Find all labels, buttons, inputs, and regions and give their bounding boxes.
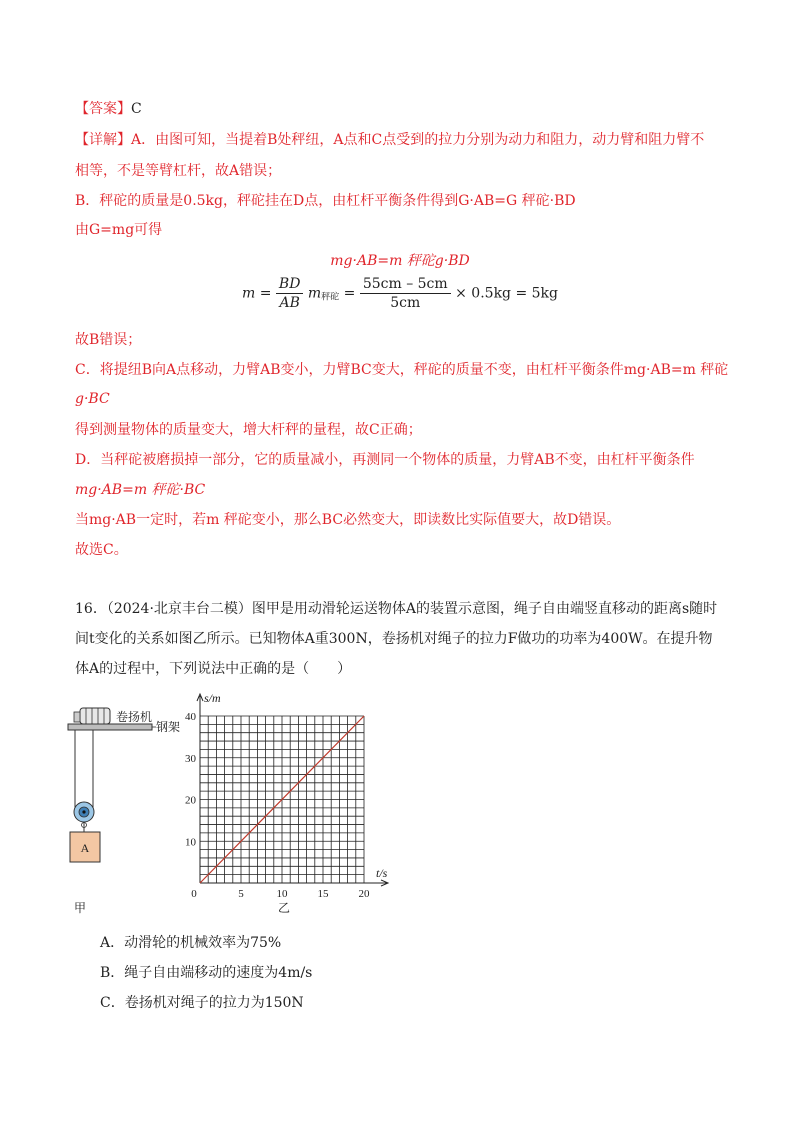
equation-1: mg·AB=m 秤砣g·BD [330,253,470,269]
eq2-frac2-den: 5cm [390,295,421,311]
detail-line-b1: B．秤砣的质量是0.5kg，秤砣挂在D点，由杠杆平衡条件得到G·AB=G 秤砣·BD [75,193,576,209]
frame-label: 钢架 [156,720,181,734]
detail-line-c2: g·BC [75,391,110,407]
chart-x-axis-label: t/s [376,866,388,880]
chart-tick-labels [185,711,370,900]
figure-yi-s-t-chart [180,690,400,920]
x-tick-label: 0 [191,888,197,900]
detail-bracket: 【详解】 [75,132,131,148]
detail-line-a1 [75,130,704,150]
detail-line-d1: D．当秤砣被磨损掉一部分，它的质量减小，再测同一个物体的质量，力臂AB不变，由杠杆平衡条件 [75,452,695,468]
y-tick-label: 20 [185,794,196,807]
chart-y-axis-label: s/m [204,691,221,705]
option-c[interactable]: C．卷扬机对绳子的拉力为150N [100,995,304,1011]
eq2-m: m [307,285,322,302]
option-b[interactable]: B．绳子自由端移动的速度为4m/s [100,965,313,981]
eq2-fraction-2 [360,275,451,312]
question-line-2: 间t变化的关系如图乙所示。已知物体A重300N，卷扬机对绳子的拉力F做功的功率为400W。在提升物 [75,631,713,647]
eq2-frac2-num: 55cm – 5cm [360,275,451,294]
figure-yi-caption: 乙 [277,901,291,915]
winch-icon [74,708,110,724]
eq2-frac1-den: AB [279,295,300,311]
answer-value: C [131,101,142,117]
x-tick-label: 15 [317,888,329,900]
figure-jia-caption: 甲 [73,901,87,915]
y-tick-label: 40 [185,711,196,723]
question-line-3: 体A的过程中，下列说法中正确的是（ ） [75,661,352,677]
steel-frame [68,724,156,730]
detail-line-c3: 得到测量物体的质量变大，增大杆秤的量程，故C正确； [75,422,422,438]
x-tick-label: 10 [276,888,288,900]
equation-2 [0,275,800,312]
eq2-tail: × 0.5kg = 5kg [455,285,558,302]
eq2-equals: = [343,285,356,302]
detail-line-b2: 由G=mg可得 [75,222,163,238]
object-a-label: A [80,841,90,855]
x-tick-label: 20 [358,888,370,900]
detail-line-c1: C．将提纽B向A点移动，力臂AB变小，力臂BC变大，秤砣的质量不变，由杠杆平衡条件mg·AB=m 秤砣 [75,362,729,378]
eq2-fraction-1 [276,275,304,312]
detail-line-a2: 相等，不是等臂杠杆，故A错误； [75,163,282,179]
eq2-m-sub: 秤砣 [321,292,340,303]
answer-bracket: 【答案】 [75,101,131,117]
y-tick-label: 30 [185,752,196,765]
option-a[interactable]: A．动滑轮的机械效率为75% [100,935,282,951]
detail-line-b3: 故B错误； [75,332,142,348]
movable-pulley-icon [74,802,94,832]
answer-line [75,99,142,119]
eq2-frac1-num: BD [276,275,304,294]
detail-line-d2: mg·AB=m 秤砣·BC [75,482,206,498]
figure-jia-pulley-diagram [66,698,196,918]
question-line-1: 16．（2024·北京丰台二模）图甲是用动滑轮运送物体A的装置示意图，绳子自由端竖直移动的距离s随时 [75,601,718,617]
winch-label: 卷扬机 [116,710,153,724]
x-tick-label: 5 [238,888,244,900]
detail-line-d4: 故选C。 [75,542,128,558]
detail-line-d3: 当mg·AB一定时，若m 秤砣变小，那么BC必然变大，即读数比实际值要大，故D错误。 [75,512,621,528]
eq2-left: m = [241,285,272,302]
y-tick-label: 10 [185,836,196,849]
detail-text-a1: A．由图可知，当提着B处秤纽，A点和C点受到的拉力分别为动力和阻力，动力臂和阻力臂不 [131,132,705,148]
